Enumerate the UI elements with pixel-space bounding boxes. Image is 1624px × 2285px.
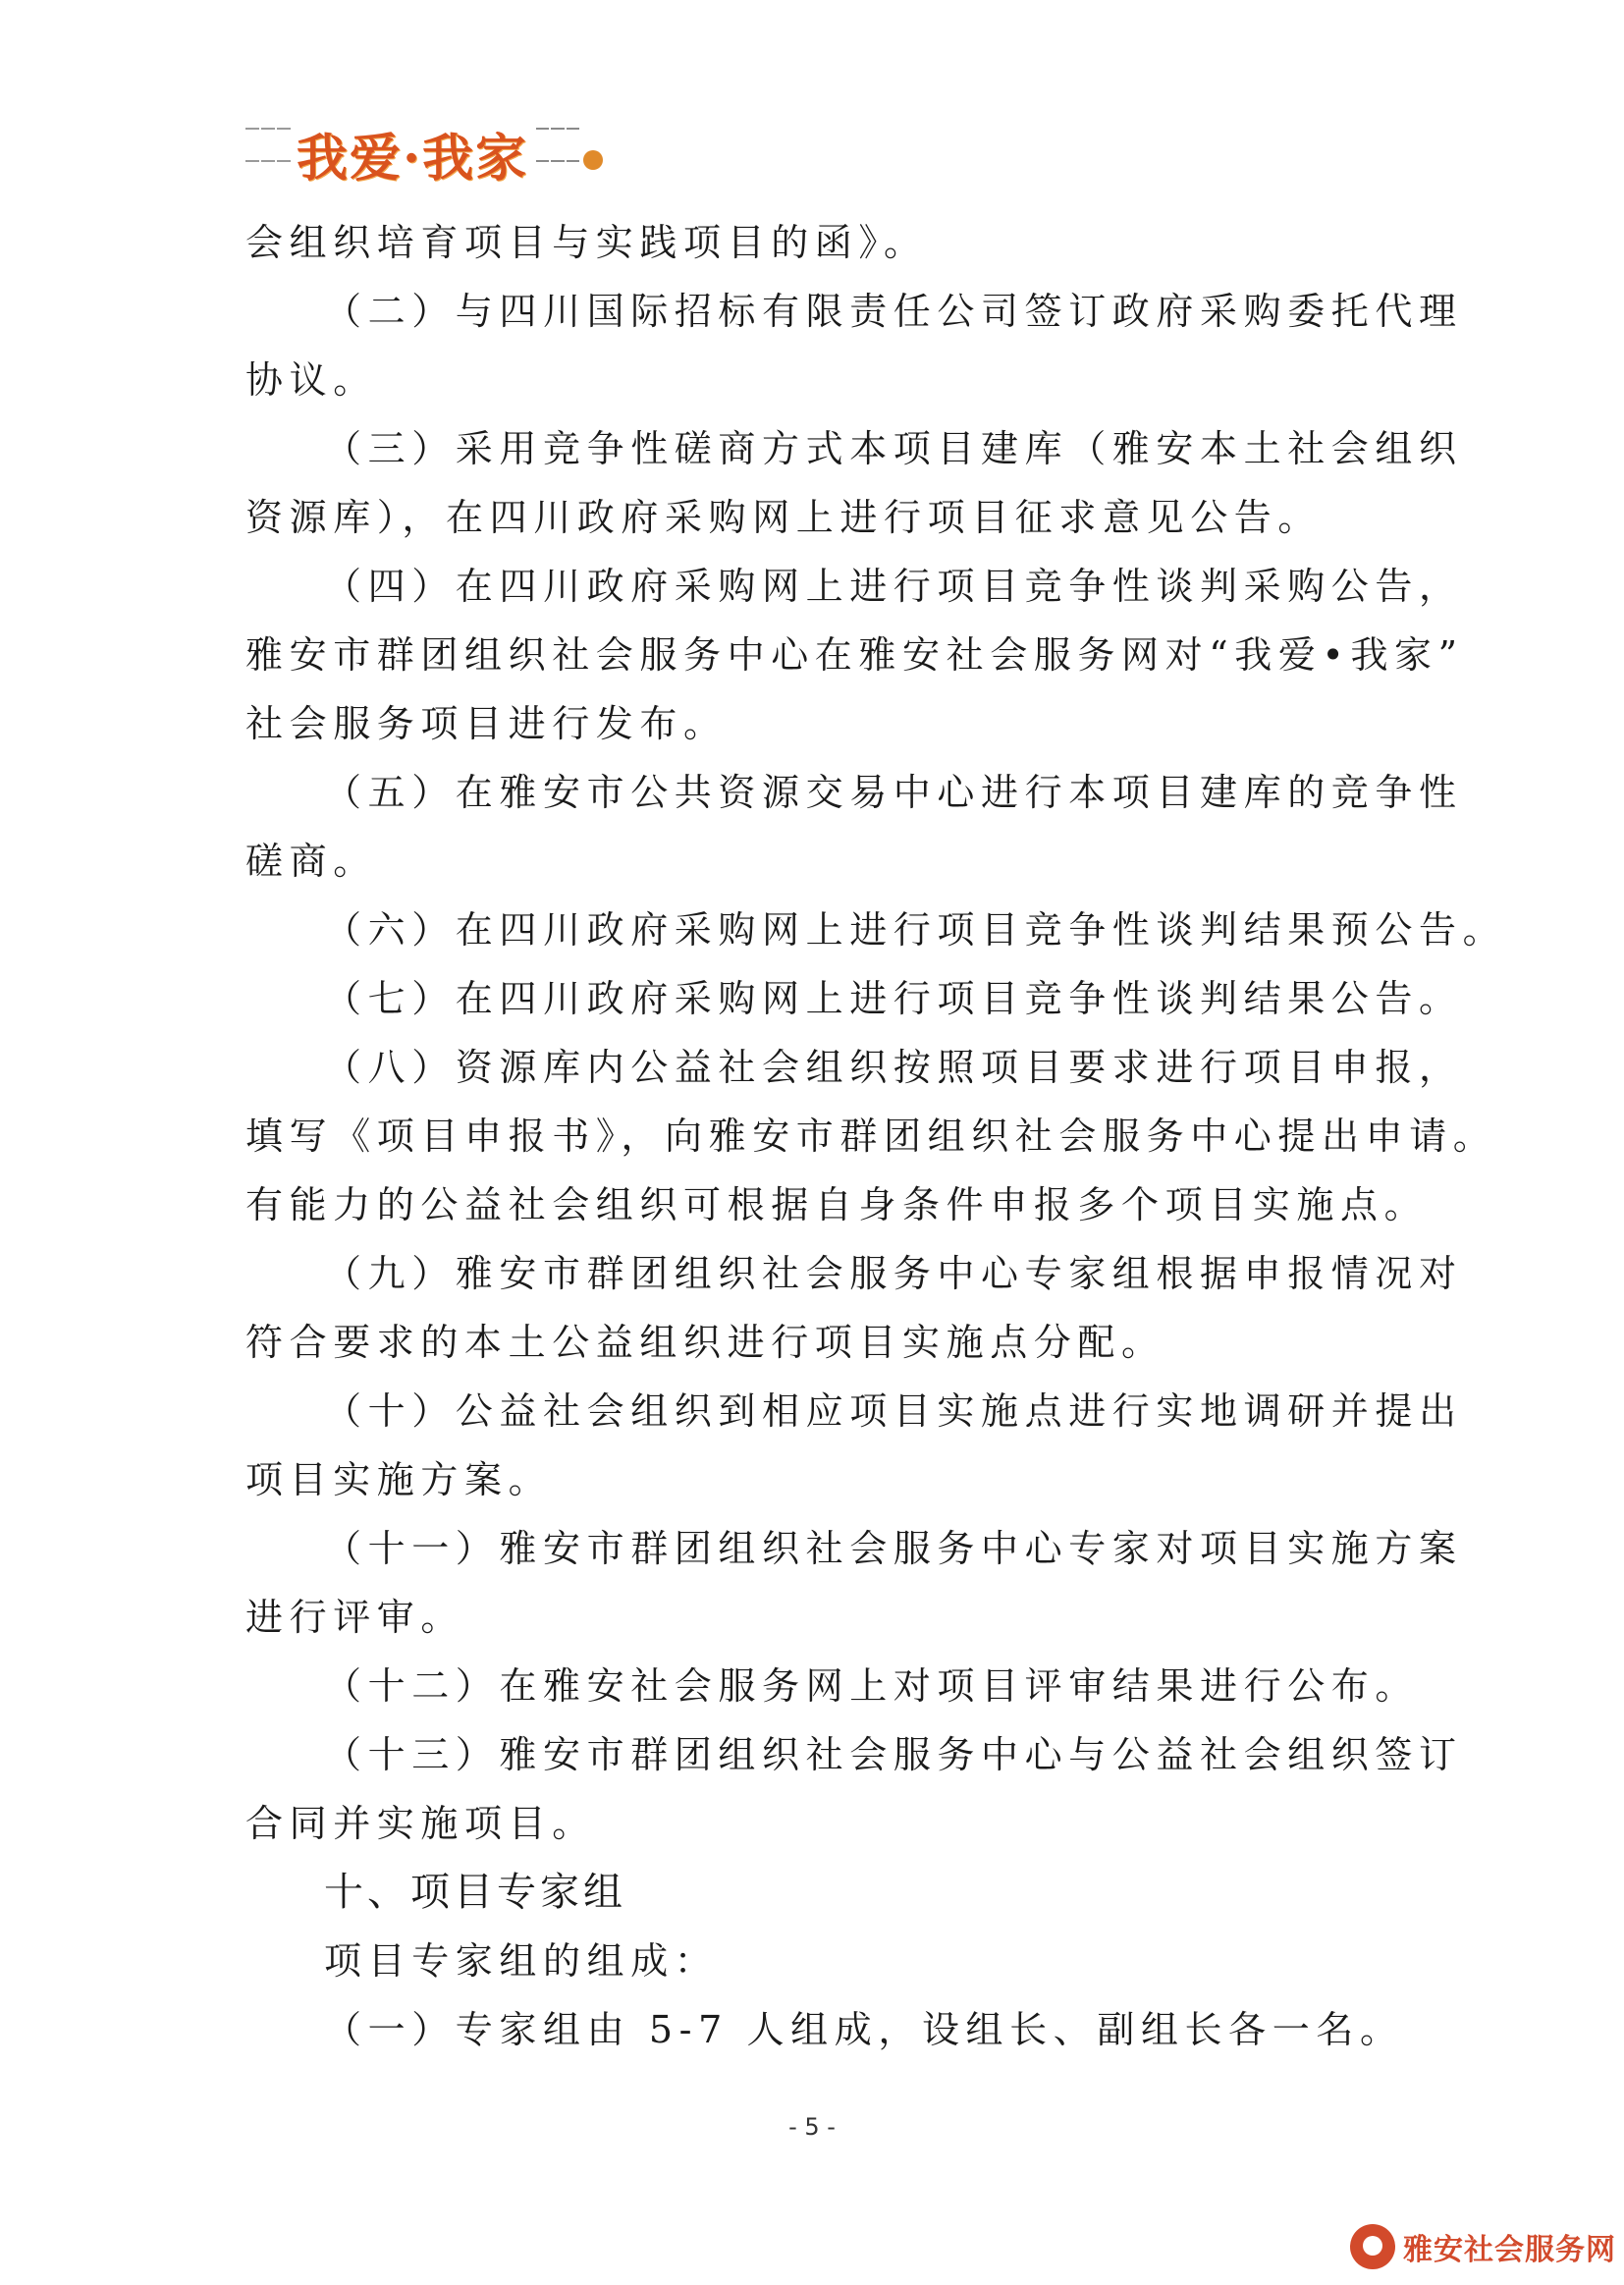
- body-line: （七）在四川政府采购网上进行项目竞争性谈判结果公告。: [324, 977, 1463, 1020]
- body-line: 填写《项目申报书》，向雅安市群团组织社会服务中心提出申请。: [245, 1115, 1497, 1158]
- section-intro: 项目专家组的组成：: [324, 1939, 719, 1983]
- body-line: （十一）雅安市群团组织社会服务中心专家对项目实施方案: [324, 1527, 1463, 1570]
- body-line: （八）资源库内公益社会组织按照项目要求进行项目申报，: [324, 1046, 1463, 1089]
- body-line: （二）与四川国际招标有限责任公司签订政府采购委托代理: [324, 290, 1463, 333]
- body-line: 社会服务项目进行发布。: [245, 702, 728, 745]
- body-line: 进行评审。: [245, 1596, 465, 1639]
- body-line: 符合要求的本土公益组织进行项目实施点分配。: [245, 1321, 1165, 1364]
- header-small-text-left: [245, 122, 291, 185]
- section-heading: 十、项目专家组: [324, 1870, 626, 1915]
- document-header: [245, 116, 603, 190]
- watermark-logo-icon: [1350, 2224, 1395, 2269]
- watermark-text: 雅安社会服务网: [1403, 2233, 1616, 2267]
- body-line: （九）雅安市群团组织社会服务中心专家组根据申报情况对: [324, 1252, 1463, 1295]
- header-small-text-right: [536, 122, 579, 185]
- body-line: （五）在雅安市公共资源交易中心进行本项目建库的竞争性: [324, 771, 1463, 814]
- paragraph-list: [245, 208, 1507, 1858]
- body-line: 项目实施方案。: [245, 1458, 553, 1501]
- body-line: （三）采用竞争性磋商方式本项目建库（雅安本土社会组织: [324, 427, 1463, 470]
- body-line: 会组织培育项目与实践项目的函》。: [245, 221, 928, 264]
- logo-title: 我爱·我家: [297, 128, 529, 189]
- body-line: （十三）雅安市群团组织社会服务中心与公益社会组织签订: [324, 1733, 1463, 1776]
- body-line: （十二）在雅安社会服务网上对项目评审结果进行公布。: [324, 1664, 1420, 1708]
- body-line: 资源库），在四川政府采购网上进行项目征求意见公告。: [245, 496, 1323, 539]
- body-line: 协议。: [245, 358, 377, 402]
- seal-icon: [583, 150, 603, 170]
- body-line: 有能力的公益社会组织可根据自身条件申报多个项目实施点。: [245, 1183, 1429, 1226]
- watermark: [1350, 2224, 1616, 2269]
- body-line: 雅安市群团组织社会服务中心在雅安社会服务网对“我爱•我家”: [245, 633, 1464, 677]
- section-item: （一）专家组由 5-7 人组成，设组长、副组长各一名。: [324, 2008, 1404, 2051]
- body-line: 合同并实施项目。: [245, 1802, 596, 1845]
- body-line: 磋商。: [245, 840, 377, 883]
- body-line: （十）公益社会组织到相应项目实施点进行实地调研并提出: [324, 1389, 1463, 1433]
- body-line: （六）在四川政府采购网上进行项目竞争性谈判结果预公告。: [324, 908, 1507, 952]
- body-line: （四）在四川政府采购网上进行项目竞争性谈判采购公告，: [324, 565, 1463, 608]
- document-body: [245, 208, 1507, 2064]
- page-number: - 5 -: [788, 2113, 836, 2141]
